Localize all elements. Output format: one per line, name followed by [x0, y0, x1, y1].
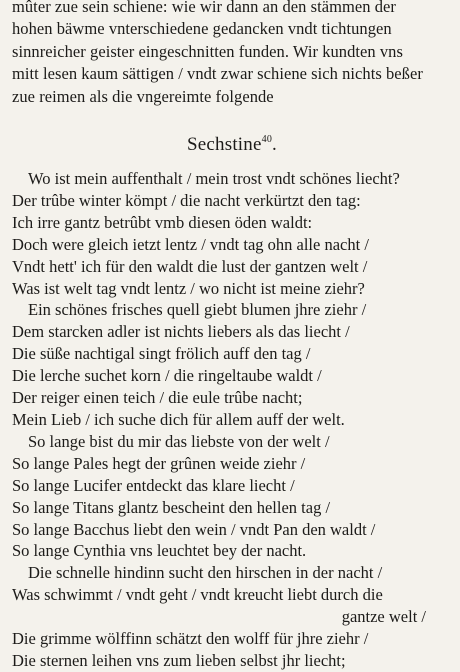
verse-line: So lange Cynthia vns leuchtet bey der nacht.	[12, 541, 307, 561]
prose-line: mitt lesen kaum sättigen / vndt zwar schiene sich nichts beßer	[12, 64, 423, 84]
prose-paragraph	[12, 0, 452, 108]
verse-line: So lange Titans glantz bescheint den hellen tag /	[12, 497, 331, 517]
verse-line: Doch were gleich ietzt lentz / vndt tag ohn alle nacht /	[12, 234, 369, 254]
verse-line: Wo ist mein auffenthalt / mein trost vndt schönes liecht?	[28, 169, 400, 189]
verse-line: Was schwimmt / vndt geht / vndt kreucht liebt durch die	[12, 585, 383, 605]
heading-dot: .	[272, 134, 277, 156]
verse-line: Was ist welt tag vndt lentz / wo nicht ist meine ziehr?	[12, 278, 365, 298]
sestina-poem	[12, 168, 452, 672]
prose-line: zue reimen als die vngereimte folgende	[12, 86, 274, 106]
heading-title: Sechstine	[187, 134, 262, 156]
verse-line: Die grimme wölffinn schätzt den wolff für jhre ziehr /	[12, 629, 369, 649]
verse-line: Die sternen leihen vns zum lieben selbst jhr liecht;	[12, 650, 346, 670]
verse-line: Der trûbe winter kömpt / die nacht verkürtzt den tag:	[12, 190, 361, 210]
verse-line: Die lerche suchet korn / die ringeltaube waldt /	[12, 366, 322, 386]
verse-line: So lange bist du mir das liebste von der welt /	[28, 431, 330, 451]
prose-line: sinnreicher geister eingeschnitten funden. Wir kundten vns	[12, 41, 403, 61]
prose-line: mûter zue sein schiene: wie wir dann an den stämmen der	[12, 0, 396, 16]
section-heading	[12, 132, 452, 158]
verse-line: Dem starcken adler ist nichts liebers als das liecht /	[12, 322, 350, 342]
verse-line: Die süße nachtigal singt frölich auff den tag /	[12, 344, 311, 364]
prose-line: hohen bäwme vnterschiedene gedancken vndt tichtungen	[12, 19, 392, 39]
verse-line: So lange Bacchus liebt den wein / vndt Pan den waldt /	[12, 519, 376, 539]
verse-line: So lange Pales hegt der grûnen weide ziehr /	[12, 453, 306, 473]
footnote-marker: 40	[261, 134, 273, 146]
verse-line: Ich irre gantz betrûbt vmb diesen öden waldt:	[12, 212, 313, 232]
verse-line: So lange Lucifer entdeckt das klare liecht /	[12, 475, 295, 495]
verse-line: Ein schönes frisches quell giebt blumen jhre ziehr /	[28, 300, 367, 320]
verse-line: Vndt hett' ich für den waldt die lust der gantzen welt /	[12, 256, 368, 276]
verse-line: Der reiger einen teich / die eule trûbe nacht;	[12, 388, 303, 408]
verse-line-continuation: gantze welt /	[341, 607, 426, 627]
verse-line: Die schnelle hindinn sucht den hirschen in der nacht /	[28, 563, 383, 583]
verse-line: Mein Lieb / ich suche dich für allem auff der welt.	[12, 410, 345, 429]
